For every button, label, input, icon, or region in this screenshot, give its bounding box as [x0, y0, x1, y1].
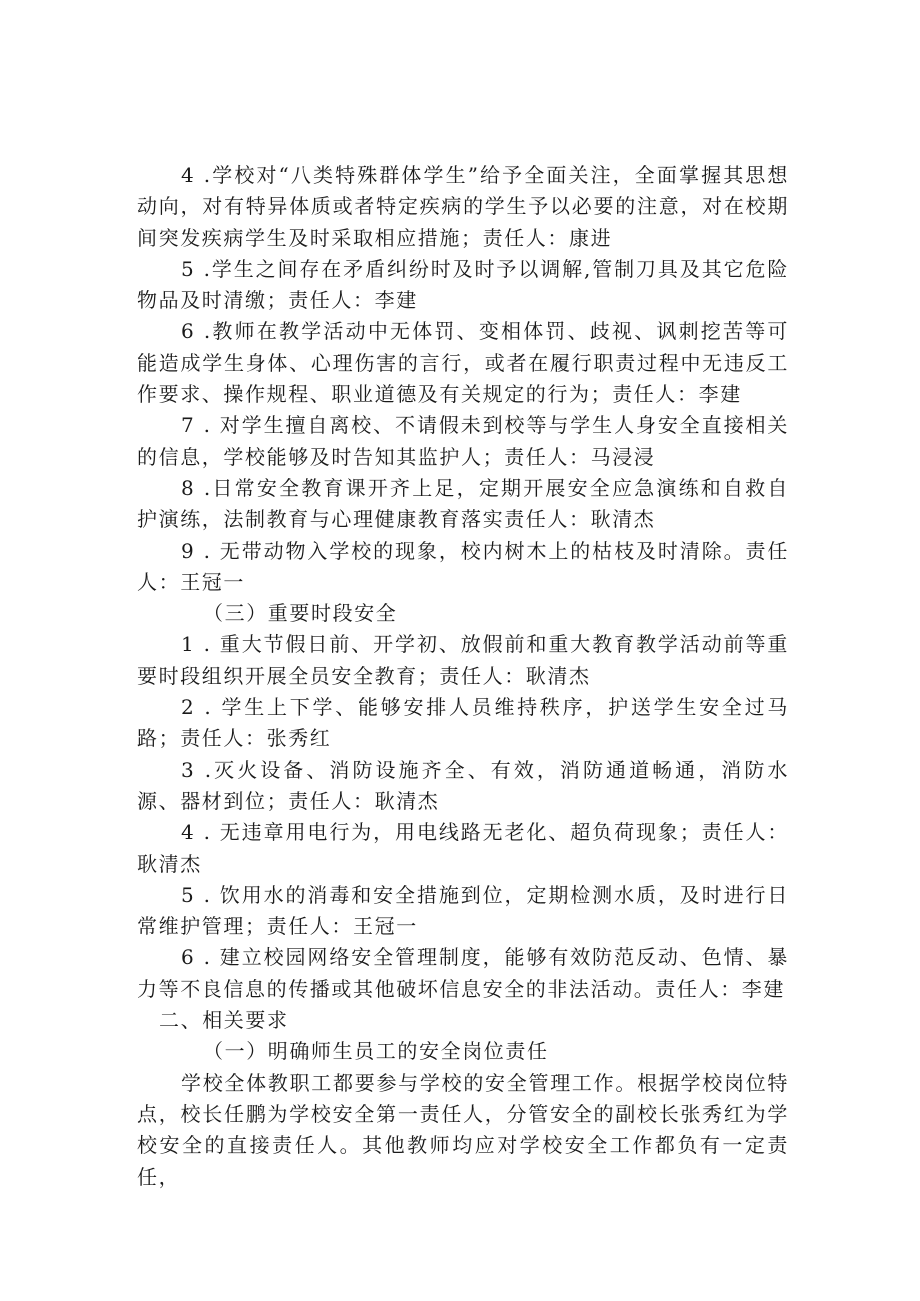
- section-heading-requirements: 二、相关要求: [159, 1008, 289, 1033]
- document-page: [137, 160, 789, 1193]
- paragraph-item-9-animals-branches: 9 . 无带动物入学校的现象，校内树木上的枯枝及时清除。责任人：王冠一: [137, 538, 789, 594]
- paragraph-item-6-teacher-conduct: 6 .教师在教学活动中无体罚、变相体罚、歧视、讽刺挖苦等可能造成学生身体、心理伤害的言行，或者在履行职责过程中无违反工作要求、操作规程、职业道德及有关规定的行为；责任人：李建: [137, 319, 789, 407]
- paragraph-item-5-disputes: 5 .学生之间存在矛盾纠纷时及时予以调解,管制刀具及其它危险物品及时清缴；责任人：李建: [137, 256, 789, 313]
- section-heading-key-periods: （三）重要时段安全: [203, 601, 398, 626]
- paragraph-item-4-special-groups: 4 .学校对“八类特殊群体学生”给予全面关注，全面掌握其思想动向，对有特异体质或者特定疾病的学生予以必要的注意，对在校期间突发疾病学生及时采取相应措施；责任人：康进: [137, 163, 789, 250]
- paragraph-period-5-water: 5 . 饮用水的消毒和安全措施到位，定期检测水质，及时进行日常维护管理；责任人：王冠一: [137, 882, 789, 939]
- paragraph-period-4-electricity: 4 . 无违章用电行为，用电线路无老化、超负荷现象；责任人：耿清杰: [137, 820, 789, 876]
- paragraph-period-6-network: 6 . 建立校园网络安全管理制度，能够有效防范反动、色情、暴力等不良信息的传播或其他破坏信息安全的非法活动。责任人：李建: [137, 945, 789, 1001]
- paragraph-item-7-absence-notice: 7 . 对学生擅自离校、不请假未到校等与学生人身安全直接相关的信息，学校能够及时告知其监护人；责任人：马浸浸: [137, 413, 789, 469]
- subsection-heading-responsibilities: （一）明确师生员工的安全岗位责任: [203, 1039, 549, 1064]
- paragraph-period-2-commute: 2 . 学生上下学、能够安排人员维持秩序，护送学生安全过马路；责任人：张秀红: [137, 695, 789, 751]
- paragraph-responsibilities-body: 学校全体教职工都要参与学校的安全管理工作。根据学校岗位特点，校长任鹏为学校安全第一责任人，分管安全的副校长张秀红为学校安全的直接责任人。其他教师均应对学校安全工作都负有一定责任，: [137, 1070, 789, 1189]
- paragraph-period-3-fire: 3 .灭火设备、消防设施齐全、有效，消防通道畅通，消防水源、器材到位；责任人：耿清杰: [137, 757, 789, 813]
- paragraph-period-1-holidays: 1 . 重大节假日前、开学初、放假前和重大教育教学活动前等重要时段组织开展全员安全教育；责任人：耿清杰: [137, 632, 789, 688]
- paragraph-item-8-safety-education: 8 .日常安全教育课开齐上足，定期开展安全应急演练和自救自护演练，法制教育与心理健康教育落实责任人：耿清杰: [137, 475, 789, 532]
